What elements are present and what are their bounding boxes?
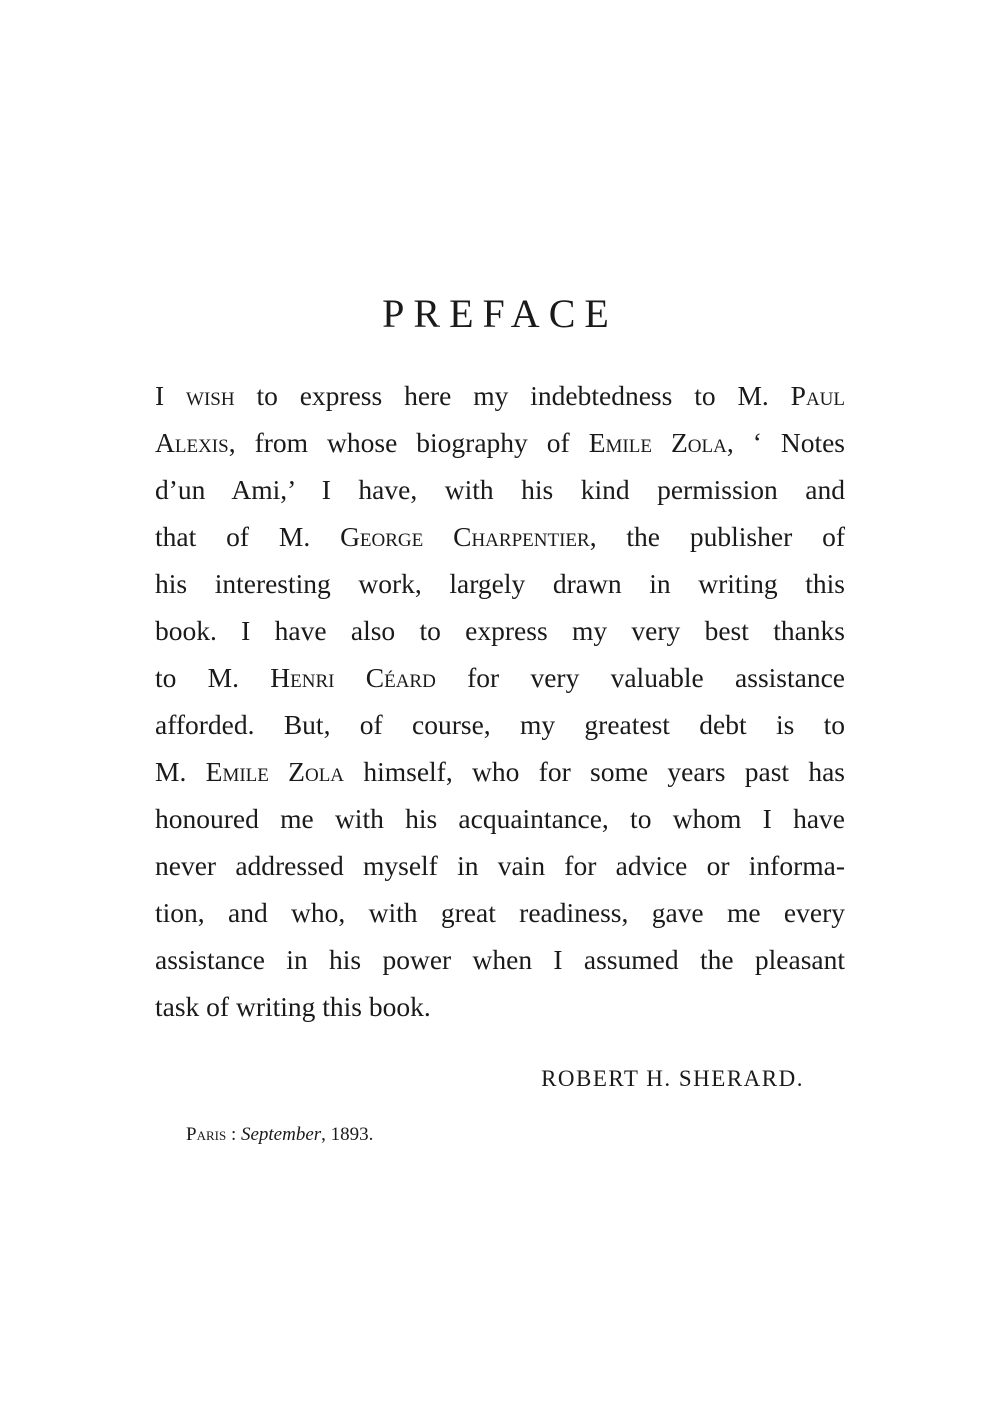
text-run: that of M.: [155, 521, 341, 552]
dateline-separator: :: [226, 1124, 241, 1145]
text-run: task of writing this book.: [155, 991, 431, 1022]
body-line: [155, 560, 845, 607]
text-run: I: [155, 380, 187, 411]
body-line: [155, 795, 845, 842]
body-line: [155, 936, 845, 983]
text-run: tion, and who, with great readiness, gave me every: [155, 897, 845, 928]
text-run: honoured me with his acquaintance, to whom I have: [155, 803, 845, 834]
name-small-caps: Henri Céard: [270, 662, 436, 693]
text-run: to M.: [155, 662, 271, 693]
preface-body: [155, 372, 845, 1030]
body-line: [155, 372, 845, 419]
name-small-caps: Paul: [790, 380, 845, 411]
body-line: [155, 748, 845, 795]
dateline-place: Paris: [186, 1124, 227, 1145]
body-line: [155, 513, 845, 560]
body-line: [155, 983, 845, 1030]
name-small-caps: George Charpentier: [340, 521, 590, 552]
text-run: , the publisher of: [589, 521, 845, 552]
text-run: , ‘ Notes: [726, 427, 846, 458]
text-run: never addressed myself in vain for advice or informa-: [155, 850, 845, 881]
body-line: [155, 889, 845, 936]
name-small-caps: wish: [186, 380, 235, 411]
body-line: [155, 701, 845, 748]
text-run: assistance in his power when I assumed the pleasant: [155, 944, 845, 975]
text-run: to express here my indebtedness to M.: [234, 380, 791, 411]
name-small-caps: Alexis: [155, 427, 229, 458]
dateline: [186, 1124, 373, 1146]
name-small-caps: Emile Zola: [205, 756, 345, 787]
text-run: d’un Ami,’ I have, with his kind permission and: [155, 474, 845, 505]
text-run: , from whose biography of: [228, 427, 589, 458]
text-run: book. I have also to express my very best thanks: [155, 615, 845, 646]
body-line: [155, 607, 845, 654]
text-run: M.: [155, 756, 206, 787]
text-run: his interesting work, largely drawn in writing this: [155, 568, 845, 599]
author-signature: ROBERT H. SHERARD.: [541, 1066, 804, 1091]
name-small-caps: Emile Zola: [588, 427, 727, 458]
body-line: [155, 466, 845, 513]
dateline-month: September: [240, 1124, 322, 1145]
body-line: [155, 654, 845, 701]
text-run: himself, who for some years past has: [344, 756, 846, 787]
body-line: [155, 419, 845, 466]
body-line: [155, 842, 845, 889]
text-run: for very valuable assistance: [435, 662, 845, 693]
text-run: afforded. But, of course, my greatest debt is to: [155, 709, 845, 740]
dateline-year: , 1893.: [321, 1124, 374, 1145]
page-title: PREFACE: [382, 291, 618, 336]
